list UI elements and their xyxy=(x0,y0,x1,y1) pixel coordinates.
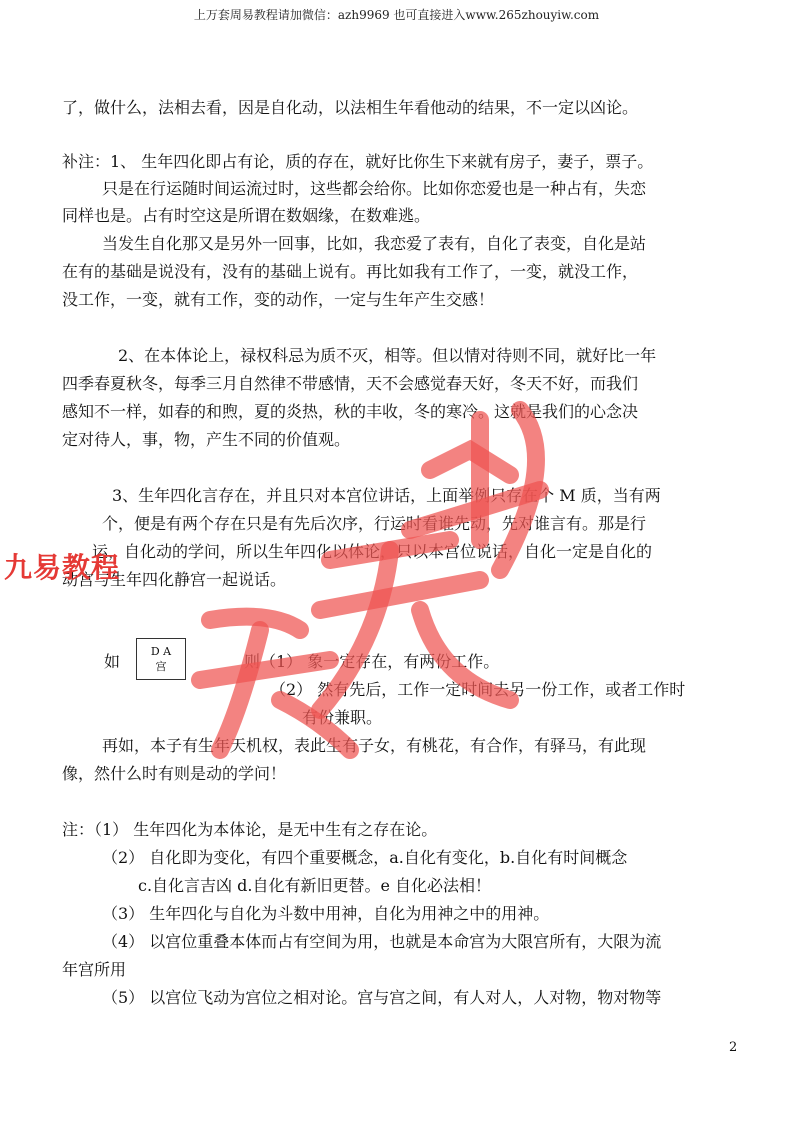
text-line: 定对待人，事，物，产生不同的价值观。 xyxy=(62,430,351,449)
text-line: 了，做什么，法相去看，因是自化动，以法相生年看他动的结果，不一定以凶论。 xyxy=(62,98,639,117)
text-line: 注：（1） 生年四化为本体论，是无中生有之存在论。 xyxy=(62,820,438,839)
text-line: 在有的基础是说没有，没有的基础上说有。再比如我有工作了，一变，就没工作， xyxy=(62,262,639,281)
text-line: 当发生自化那又是另外一回事，比如，我恋爱了表有，自化了表变，自化是站 xyxy=(102,234,647,253)
palace-box-bottom: 宫 xyxy=(155,660,167,673)
text-line: c.自化言吉凶 d.自化有新旧更替。e 自化必法相！ xyxy=(138,876,492,895)
text-line: 再如，本子有生年天机权，表此生有子女，有桃花，有合作，有驿马，有此现 xyxy=(102,736,647,755)
text-line: （3） 生年四化与自化为斗数中用神，自化为用神之中的用神。 xyxy=(102,904,550,923)
text-line: 只是在行运随时间运流过时，这些都会给你。比如你恋爱也是一种占有，失恋 xyxy=(102,179,647,198)
text-line: 同样也是。占有时空这是所谓在数姻缘，在数难逃。 xyxy=(62,206,431,225)
text-line: （2） 自化即为变化，有四个重要概念，a.自化有变化，b.自化有时间概念 xyxy=(102,848,628,867)
page-number: 2 xyxy=(729,1040,738,1055)
red-stamp-watermark xyxy=(180,380,600,760)
text-line: 个，便是有两个存在只是有先后次序，行运时看谁先动，先对谁言有。那是行 xyxy=(102,514,647,533)
watermark-logo-text: 九易教程 xyxy=(4,551,121,584)
text-line: 2、在本体论上，禄权科忌为质不灭，相等。但以情对待则不同，就好比一年 xyxy=(118,346,657,365)
page-header: 上万套周易教程请加微信：azh9969 也可直接进入www.265zhouyiw.com xyxy=(193,8,600,22)
text-line: （4） 以宫位重叠本体而占有空间为用，也就是本命宫为大限宫所有，大限为流 xyxy=(102,932,662,951)
text-line: 3、生年四化言存在，并且只对本宫位讲话，上面举例只存在个 M 质，当有两 xyxy=(112,486,661,505)
palace-box-top: D A xyxy=(150,645,172,658)
text-line: 则（1） 象一定存在，有两份工作。 xyxy=(244,652,500,671)
text-line: 补注：1、 生年四化即占有论，质的存在，就好比你生下来就有房子，妻子，票子。 xyxy=(62,152,654,171)
text-line: 像，然什么时有则是动的学问！ xyxy=(62,764,287,783)
text-line: （2） 然有先后，工作一定时间去另一份工作，或者工作时 xyxy=(270,680,686,699)
text-line: 有份兼职。 xyxy=(302,708,383,727)
text-line: 如 xyxy=(104,652,121,671)
text-line: 没工作，一变，就有工作，变的动作，一定与生年产生交感！ xyxy=(62,290,495,309)
text-line: 运，自化动的学问，所以生年四化以体论，只以本宫位说话，自化一定是自化的 xyxy=(92,542,653,561)
text-line: 四季春夏秋冬，每季三月自然律不带感情，天不会感觉春天好，冬天不好，而我们 xyxy=(62,374,639,393)
text-line: 动宫与生年四化静宫一起说话。 xyxy=(62,570,287,589)
palace-box xyxy=(136,638,186,680)
text-line: 年宫所用 xyxy=(62,960,127,979)
text-line: 感知不一样，如春的和煦，夏的炎热，秋的丰收，冬的寒冷。这就是我们的心念决 xyxy=(62,402,639,421)
text-line: （5） 以宫位飞动为宫位之相对论。宫与宫之间，有人对人，人对物，物对物等 xyxy=(102,988,662,1007)
